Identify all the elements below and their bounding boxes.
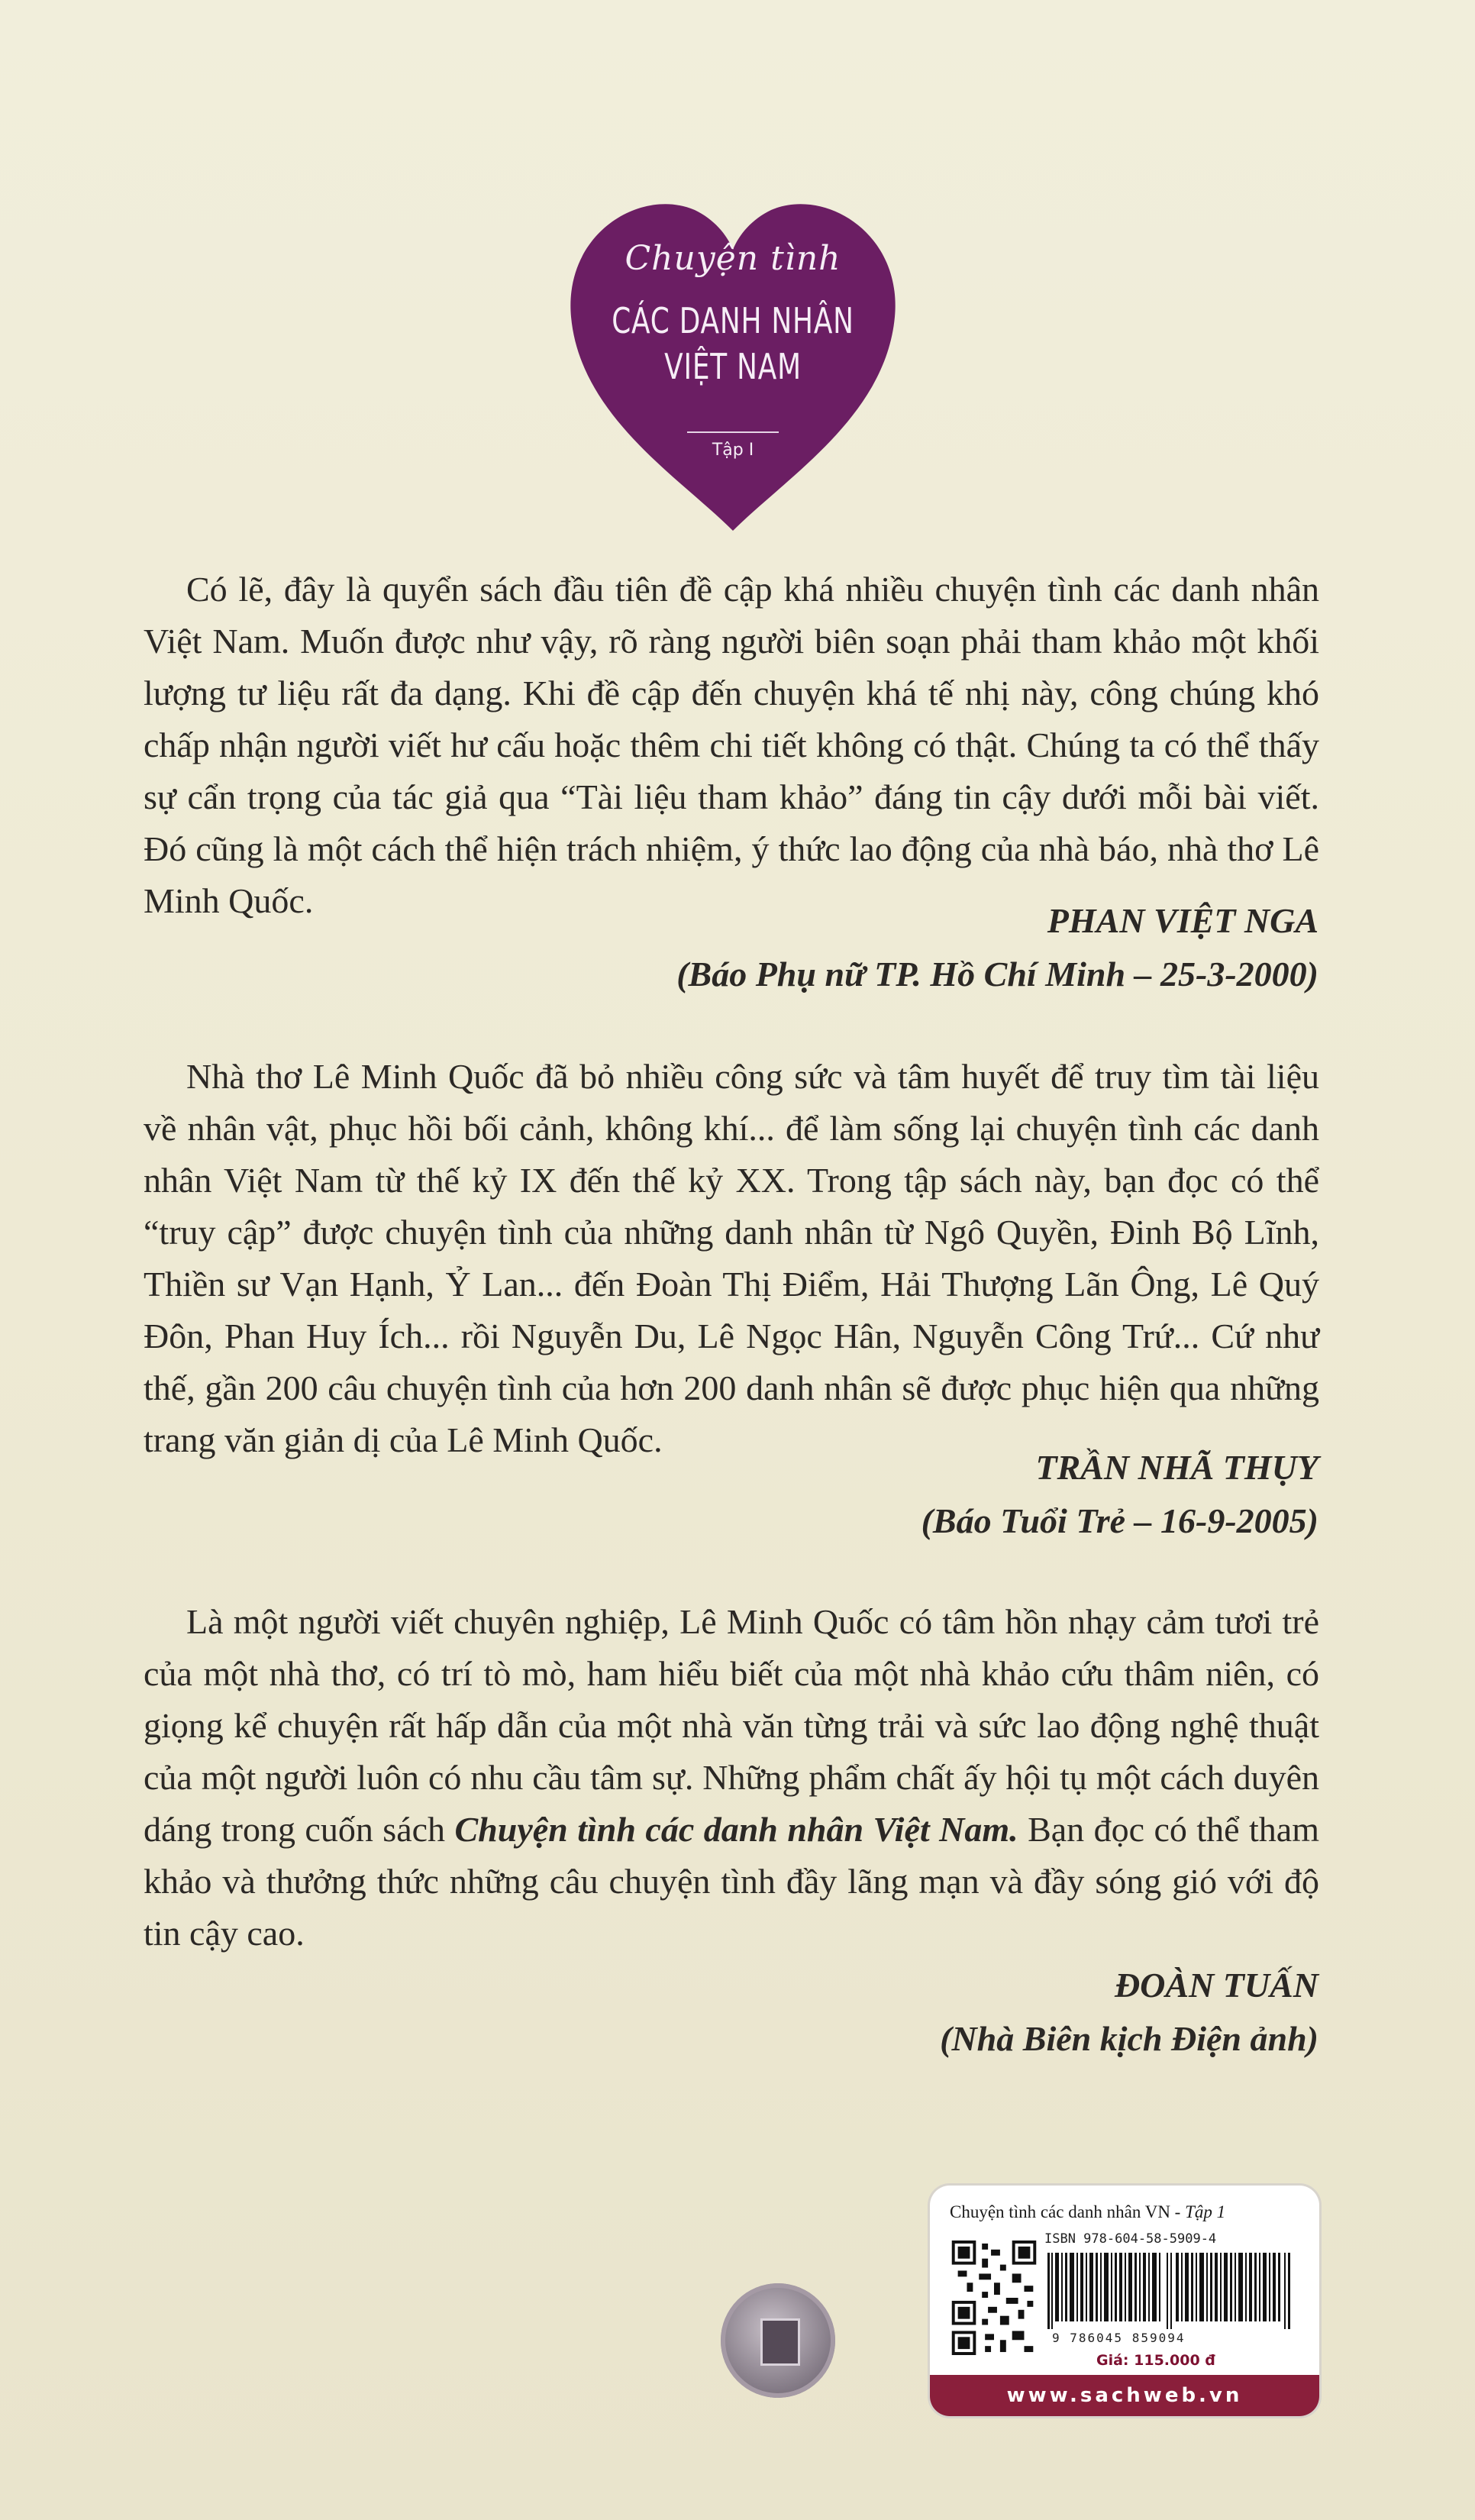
seal-emblem-icon	[760, 2318, 800, 2366]
website-banner: www.sachweb.vn	[930, 2375, 1319, 2416]
logo-divider	[687, 431, 779, 433]
review-3-text-end: Bạn đọc có thể tham khảo và thưởng thức những câu chuyện tình đầy lãng mạn và đầy sóng gió với độ tin cậy cao.	[144, 1810, 1319, 1953]
barcode-icon	[1044, 2253, 1301, 2329]
logo-volume: Tập I	[712, 441, 754, 460]
heart-logo	[565, 187, 901, 538]
review-3-text	[144, 1596, 1319, 1959]
label-volume: Tập 1	[1185, 2202, 1226, 2221]
barcode-digits: 9 786045 859094	[1052, 2331, 1186, 2345]
label-book-title: Chuyện tình các danh nhân VN - Tập 1	[950, 2202, 1226, 2221]
logo-title-line1: CÁC DANH NHÂN	[612, 300, 854, 341]
review-3-author: ĐOÀN TUẤN	[1114, 1966, 1318, 2005]
review-1-text: Có lẽ, đây là quyển sách đầu tiên đề cập khá nhiều chuyện tình các danh nhân Việt Nam. Muốn được như vậy, rõ ràng người biên soạn phải tham khảo một khối lượng tư liệu rất đa dạng. Khi đề cập đến chuyện khá tế nhị này, công chúng khó chấp nhận người viết hư cấu hoặc thêm chi tiết không có thật. Chúng ta có thể thấy sự cẩn trọng của tác giả qua “Tài liệu tham khảo” đáng tin cậy dưới mỗi bài viết. Đó cũng là một cách thể hiện trách nhiệm, ý thức lao động của nhà báo, nhà thơ Lê Minh Quốc.	[144, 570, 1319, 920]
review-1-source: (Báo Phụ nữ TP. Hồ Chí Minh – 25-3-2000)	[676, 955, 1318, 993]
price-barcode-label	[930, 2186, 1319, 2416]
isbn-text: ISBN 978-604-58-5909-4	[1044, 2231, 1217, 2247]
review-3-book-title: Chuyện tình các danh nhân Việt Nam.	[454, 1810, 1018, 1849]
review-2-source: (Báo Tuổi Trẻ – 16-9-2005)	[921, 1501, 1318, 1540]
review-2-text: Nhà thơ Lê Minh Quốc đã bỏ nhiều công sức và tâm huyết để truy tìm tài liệu về nhân vật, phục hồi bối cảnh, không khí... để làm sống lại chuyện tình các danh nhân Việt Nam từ thế kỷ IX đến thế kỷ XX. Trong tập sách này, bạn đọc có thể “truy cập” được chuyện tình của những danh nhân từ Ngô Quyền, Đinh Bộ Lĩnh, Thiền sư Vạn Hạnh, Ỷ Lan... đến Đoàn Thị Điểm, Hải Thượng Lãn Ông, Lê Quý Đôn, Phan Huy Ích... rồi Nguyễn Du, Lê Ngọc Hân, Nguyễn Công Trứ... Cứ như thế, gần 200 câu chuyện tình của hơn 200 danh nhân sẽ được phục hiện qua những trang văn giản dị của Lê Minh Quốc.	[144, 1057, 1319, 1459]
review-2-author: TRẦN NHÃ THỤY	[1035, 1448, 1318, 1487]
review-3-source: (Nhà Biên kịch Điện ảnh)	[940, 2019, 1318, 2058]
review-1-author: PHAN VIỆT NGA	[1047, 901, 1318, 940]
review-3-text-start: Là một người viết chuyên nghiệp, Lê Minh Quốc có tâm hồn nhạy cảm tươi trẻ của một nhà thơ, có trí tò mò, ham hiểu biết của một nhà khảo cứu thâm niên, có giọng kể chuyện rất hấp dẫn của một nhà văn từng trải và sức lao động nghệ thuật của một người luôn có nhu cầu tâm sự. Những phẩm chất ấy hội tụ một cách duyên dáng trong cuốn sách	[144, 1602, 1319, 1849]
logo-script-title: Chuyện tình	[625, 239, 841, 278]
price-text: Giá: 115.000 đ	[1096, 2352, 1215, 2369]
logo-title-line2: VIỆT NAM	[664, 346, 802, 387]
publisher-seal	[721, 2283, 835, 2398]
qr-code-icon	[951, 2241, 1037, 2355]
